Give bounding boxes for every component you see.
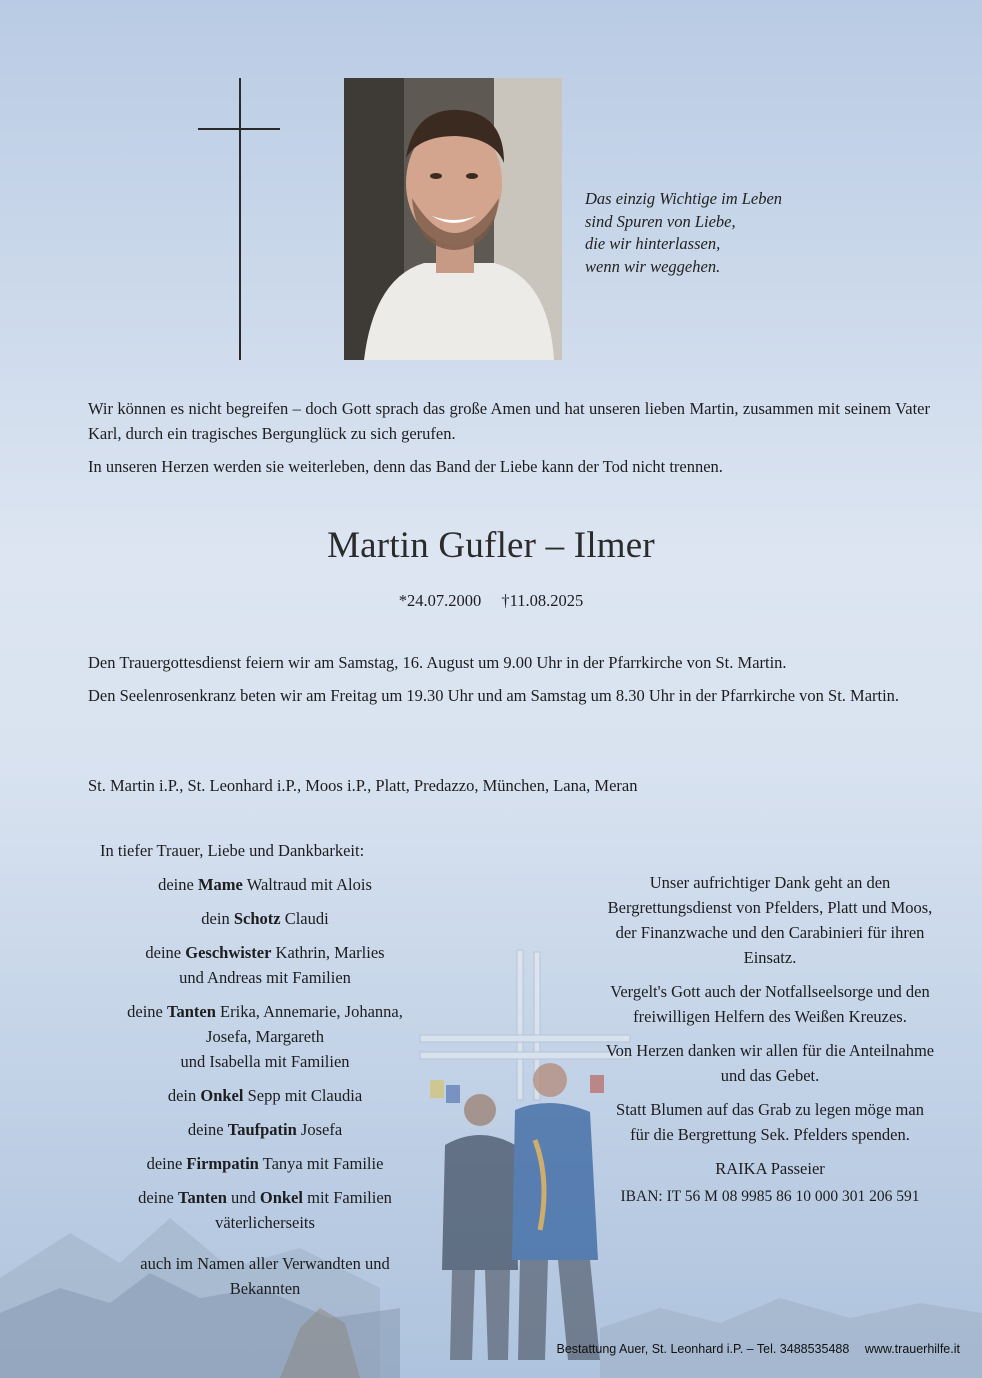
thanks-paragraph: Von Herzen danken wir allen für die Anteilnahme und das Gebet. — [605, 1041, 935, 1085]
thanks-paragraph: Vergelt's Gott auch der Notfallseelsorge und den freiwilligen Helfern des Weißen Kreuzes. — [610, 982, 930, 1026]
mourner-entry: deine Tanten Erika, Annemarie, Johanna, Josefa, Margareth und Isabella mit Familien — [127, 1002, 403, 1071]
quote-line: Das einzig Wichtige im Leben — [585, 189, 783, 208]
deceased-name: Martin Gufler – Ilmer — [327, 525, 655, 566]
intro-paragraph: In unseren Herzen werden sie weiterleben, denn das Band der Liebe kann der Tod nicht trennen. — [88, 457, 723, 476]
mourner-entry: deine Geschwister Kathrin, Marlies und Andreas mit Familien — [145, 943, 385, 987]
places-list: St. Martin i.P., St. Leonhard i.P., Moos i.P., Platt, Predazzo, München, Lana, Meran — [88, 776, 638, 795]
birth-date: *24.07.2000 — [398, 591, 482, 610]
website-link[interactable]: www.trauerhilfe.it — [864, 1342, 960, 1356]
bank-name: RAIKA Passeier — [715, 1159, 825, 1178]
cross-icon — [198, 78, 280, 360]
rosary-service: Den Seelenrosenkranz beten wir am Freitag um 19.30 Uhr und am Samstag um 8.30 Uhr in der Pfarrkirche von St. Martin. — [88, 686, 900, 705]
thanks-paragraph: Statt Blumen auf das Grab zu legen möge man für die Bergrettung Sek. Pfelders spenden. — [616, 1100, 924, 1144]
mourner-entry: dein Onkel Sepp mit Claudia — [167, 1086, 363, 1105]
portrait-photo — [344, 78, 562, 360]
footer — [544, 1342, 960, 1356]
mourner-entry: deine Taufpatin Josefa — [187, 1120, 343, 1139]
mourner-entry: auch im Namen aller Verwandten und Bekannten — [140, 1254, 390, 1298]
thanks-paragraph: Unser aufrichtiger Dank geht an den Bergrettungsdienst von Pfelders, Platt und Moos, der Finanzwache und den Carabinieri für ihren Einsatz. — [607, 873, 933, 967]
mourner-entry: deine Firmpatin Tanya mit Familie — [146, 1154, 384, 1173]
mourner-entry: deine Mame Waltraud mit Alois — [158, 875, 372, 894]
funeral-service: Den Trauergottesdienst feiern wir am Samstag, 16. August um 9.00 Uhr in der Pfarrkirche von St. Martin. — [88, 653, 787, 672]
undertaker-info: Bestattung Auer, St. Leonhard i.P. – Tel. 3488535488 — [556, 1342, 850, 1356]
mourners-list — [90, 838, 440, 1310]
mourners-heading: In tiefer Trauer, Liebe und Dankbarkeit: — [100, 841, 365, 860]
iban-number: IBAN: IT 56 M 08 9985 86 10 000 301 206 591 — [620, 1188, 920, 1205]
memorial-quote — [585, 188, 885, 278]
quote-line: die wir hinterlassen, — [585, 234, 721, 253]
quote-line: sind Spuren von Liebe, — [585, 211, 736, 231]
death-date: †11.08.2025 — [501, 591, 584, 610]
mourner-entry: deine Tanten und Onkel mit Familien väterlicherseits — [138, 1188, 392, 1232]
quote-line: wenn wir weggehen. — [585, 256, 721, 276]
intro-text — [88, 396, 930, 487]
service-info — [88, 650, 930, 716]
intro-paragraph: Wir können es nicht begreifen – doch Gott sprach das große Amen und hat unseren lieben Martin, zusammen mit seinem Vater Karl, durch ein tragisches Bergunglück zu sich gerufen. — [88, 399, 930, 443]
life-dates — [0, 591, 982, 611]
acknowledgements — [605, 870, 935, 1218]
mourner-entry: dein Schotz Claudi — [201, 909, 329, 928]
